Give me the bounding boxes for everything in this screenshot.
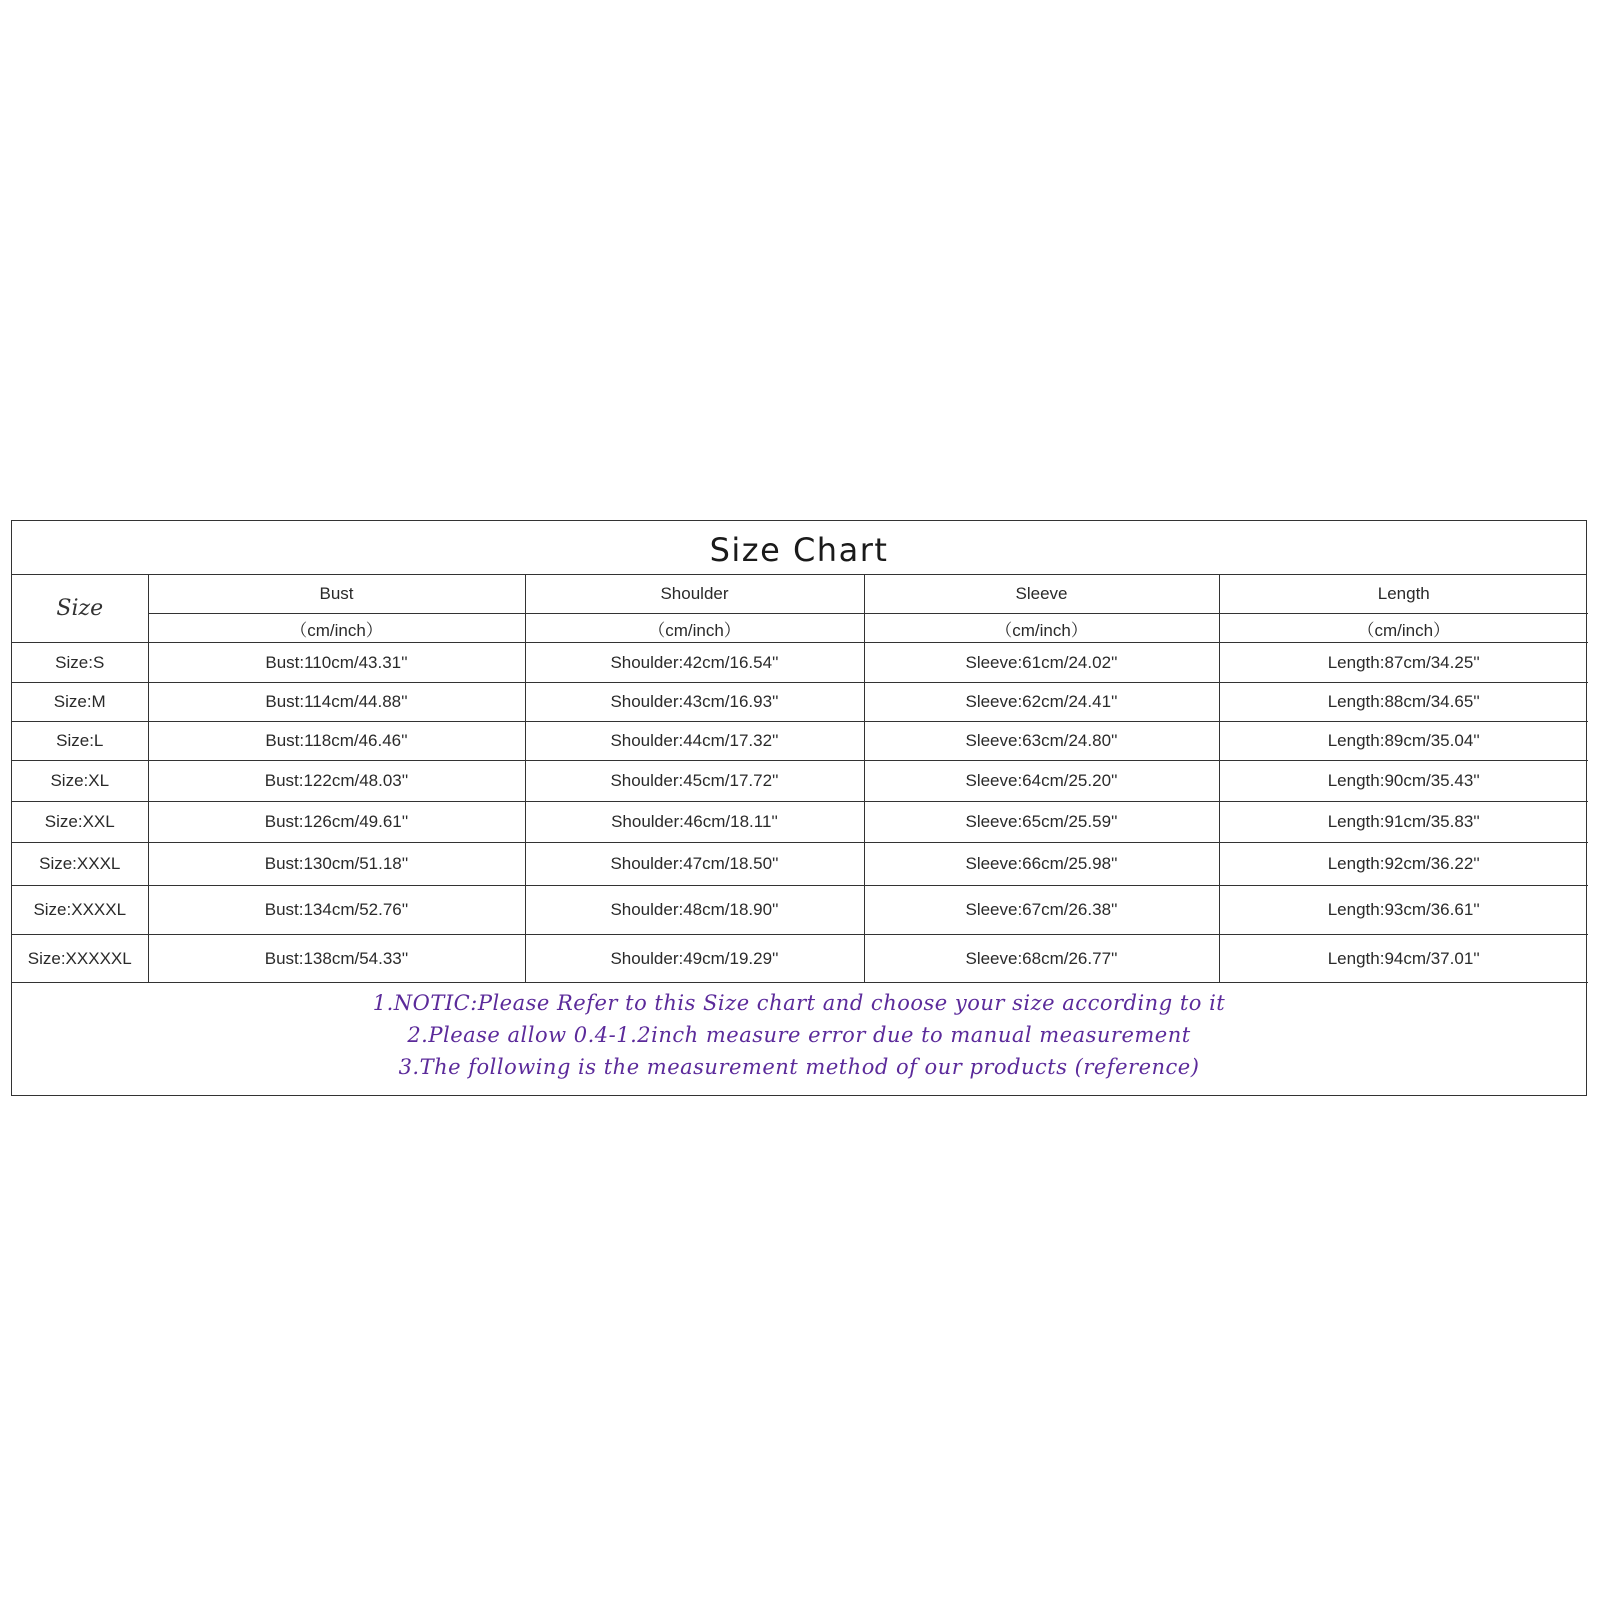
- table-row: [12, 935, 1588, 983]
- note-line: 2.Please allow 0.4-1.2inch measure error due to manual measurement: [407, 1022, 1191, 1047]
- bust-cell: Bust:110cm/43.31'': [148, 643, 525, 683]
- length-cell: Length:88cm/34.65'': [1219, 683, 1588, 722]
- length-cell: Length:93cm/36.61'': [1219, 886, 1588, 935]
- size-header-label: Size: [56, 596, 104, 621]
- size-cell: Size:L: [12, 722, 148, 761]
- bust-cell: Bust:118cm/46.46'': [148, 722, 525, 761]
- length-cell: Length:90cm/35.43'': [1219, 761, 1588, 802]
- sleeve-cell: Sleeve:66cm/25.98'': [864, 843, 1219, 886]
- bust-cell: Bust:126cm/49.61'': [148, 802, 525, 843]
- notes-section: [12, 983, 1586, 1096]
- shoulder-cell: Shoulder:42cm/16.54'': [525, 643, 864, 683]
- title-row: [12, 521, 1586, 575]
- unit-length: （cm/inch）: [1219, 614, 1588, 643]
- sleeve-cell: Sleeve:63cm/24.80'': [864, 722, 1219, 761]
- size-table: [12, 575, 1588, 983]
- unit-sleeve: （cm/inch）: [864, 614, 1219, 643]
- shoulder-cell: Shoulder:46cm/18.11'': [525, 802, 864, 843]
- note-line: 3.The following is the measurement method of our products (reference): [398, 1054, 1200, 1079]
- header-sleeve: Sleeve: [864, 575, 1219, 614]
- note-line: 1.NOTIC:Please Refer to this Size chart and choose your size according to it: [372, 990, 1226, 1015]
- length-cell: Length:91cm/35.83'': [1219, 802, 1588, 843]
- table-row: [12, 843, 1588, 886]
- bust-cell: Bust:114cm/44.88'': [148, 683, 525, 722]
- sleeve-cell: Sleeve:65cm/25.59'': [864, 802, 1219, 843]
- size-cell: Size:XXXXL: [12, 886, 148, 935]
- table-row: [12, 683, 1588, 722]
- size-cell: Size:XXXXXL: [12, 935, 148, 983]
- shoulder-cell: Shoulder:49cm/19.29'': [525, 935, 864, 983]
- sleeve-cell: Sleeve:62cm/24.41'': [864, 683, 1219, 722]
- unit-shoulder: （cm/inch）: [525, 614, 864, 643]
- sleeve-cell: Sleeve:67cm/26.38'': [864, 886, 1219, 935]
- bust-cell: Bust:130cm/51.18'': [148, 843, 525, 886]
- size-cell: Size:XXXL: [12, 843, 148, 886]
- header-length: Length: [1219, 575, 1588, 614]
- sleeve-cell: Sleeve:61cm/24.02'': [864, 643, 1219, 683]
- shoulder-cell: Shoulder:48cm/18.90'': [525, 886, 864, 935]
- table-row: [12, 722, 1588, 761]
- shoulder-cell: Shoulder:43cm/16.93'': [525, 683, 864, 722]
- size-cell: Size:S: [12, 643, 148, 683]
- header-row: [12, 575, 1588, 614]
- length-cell: Length:94cm/37.01'': [1219, 935, 1588, 983]
- unit-bust: （cm/inch）: [148, 614, 525, 643]
- length-cell: Length:92cm/36.22'': [1219, 843, 1588, 886]
- size-chart: [11, 520, 1587, 1096]
- table-row: [12, 761, 1588, 802]
- table-row: [12, 886, 1588, 935]
- header-bust: Bust: [148, 575, 525, 614]
- table-row: [12, 802, 1588, 843]
- table-row: [12, 643, 1588, 683]
- size-header-cell: [12, 575, 148, 643]
- sleeve-cell: Sleeve:64cm/25.20'': [864, 761, 1219, 802]
- length-cell: Length:87cm/34.25'': [1219, 643, 1588, 683]
- shoulder-cell: Shoulder:47cm/18.50'': [525, 843, 864, 886]
- size-cell: Size:XL: [12, 761, 148, 802]
- length-cell: Length:89cm/35.04'': [1219, 722, 1588, 761]
- bust-cell: Bust:138cm/54.33'': [148, 935, 525, 983]
- shoulder-cell: Shoulder:45cm/17.72'': [525, 761, 864, 802]
- header-shoulder: Shoulder: [525, 575, 864, 614]
- unit-row: [12, 614, 1588, 643]
- size-cell: Size:XXL: [12, 802, 148, 843]
- size-cell: Size:M: [12, 683, 148, 722]
- chart-title: Size Chart: [709, 530, 889, 569]
- sleeve-cell: Sleeve:68cm/26.77'': [864, 935, 1219, 983]
- bust-cell: Bust:134cm/52.76'': [148, 886, 525, 935]
- bust-cell: Bust:122cm/48.03'': [148, 761, 525, 802]
- shoulder-cell: Shoulder:44cm/17.32'': [525, 722, 864, 761]
